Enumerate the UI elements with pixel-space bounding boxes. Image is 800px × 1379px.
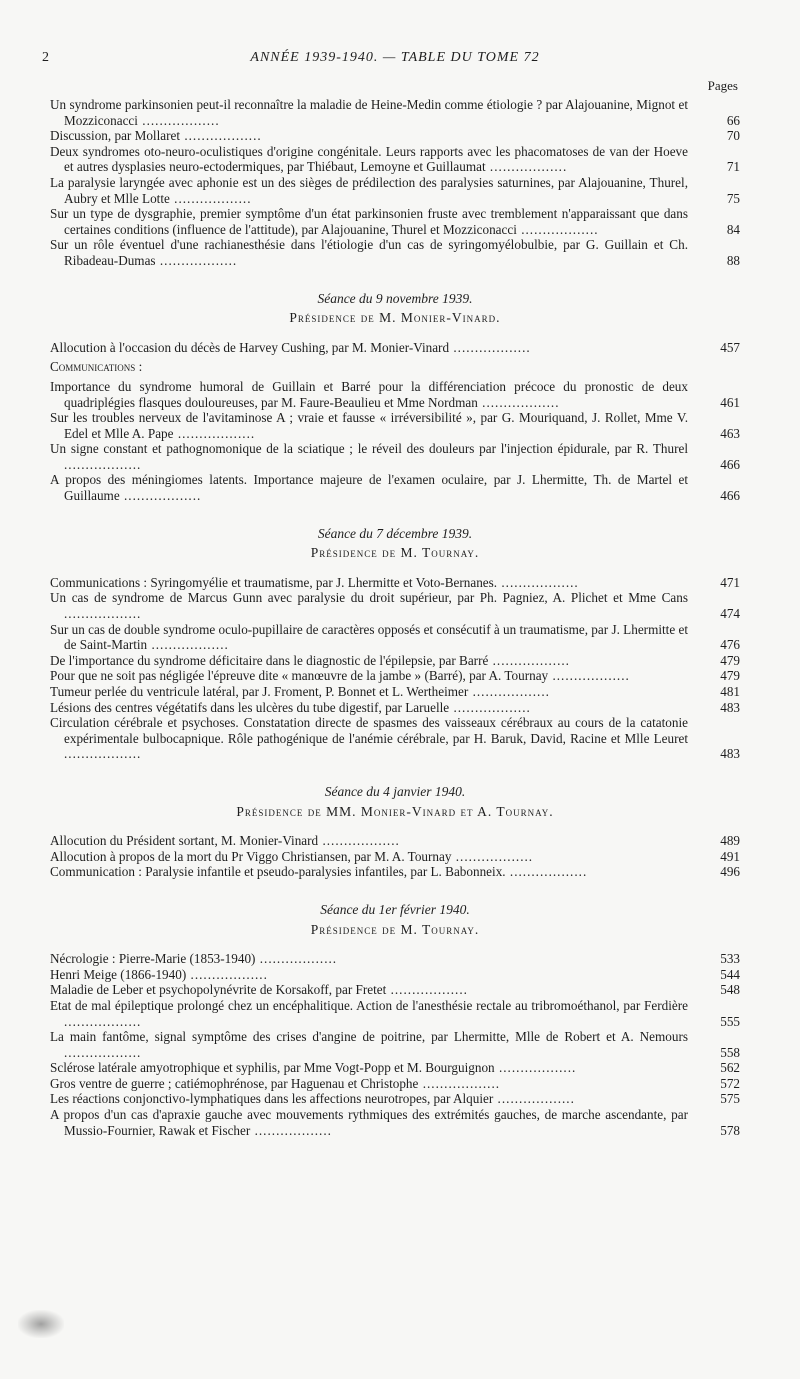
dot-leader: .................. (485, 159, 568, 175)
dot-leader: .................. (493, 1091, 575, 1107)
toc-entry (50, 1107, 740, 1138)
seance-heading: Séance du 4 janvier 1940. (324, 783, 466, 799)
toc-entry (50, 864, 740, 880)
toc-entry-page: 491 (720, 848, 740, 864)
dot-leader: .................. (418, 1075, 501, 1091)
section-continued (50, 97, 740, 269)
toc-entry-page: 575 (720, 1091, 740, 1107)
toc-entry-page: 479 (720, 652, 740, 668)
toc-entry-page: 489 (720, 833, 740, 849)
toc-entry-text: Discussion, par Mollaret (50, 128, 181, 144)
dot-leader: .................. (255, 951, 338, 967)
communications-label: Communications : (50, 359, 143, 375)
dot-leader: .................. (318, 833, 400, 849)
toc-entry (50, 379, 740, 410)
dot-leader: .................. (386, 982, 468, 998)
toc-entry-page: 481 (720, 684, 740, 699)
toc-entry (50, 1091, 740, 1107)
running-head (42, 50, 740, 68)
dot-leader: .................. (155, 252, 238, 268)
toc-entry (50, 472, 740, 503)
toc-entry-text: Sur un rôle éventuel d'une rachianesthésie dans l'étiologie d'un cas de syringomyélobulbie, par G. Guillain et Ch. Ribadeau-Dumas (50, 237, 688, 268)
dot-leader: .................. (64, 746, 142, 762)
toc-entry (50, 951, 740, 967)
toc-entry-page: 562 (720, 1060, 740, 1076)
toc-entry-page: 466 (720, 456, 740, 472)
toc-entry (50, 97, 740, 128)
toc-entry-page: 474 (720, 606, 740, 622)
toc-entry-text: Etat de mal épileptique prolongé chez un encéphalitique. Action de l'anesthésie rectale au tribromoéthanol, par Ferdière (50, 997, 688, 1013)
toc-entry-page: 66 (726, 112, 740, 128)
dot-leader: .................. (64, 456, 142, 472)
toc-entry-page: 496 (720, 864, 740, 880)
toc-entry (50, 575, 740, 591)
dot-leader: .................. (147, 637, 229, 653)
toc-entry-text: Un cas de syndrome de Marcus Gunn avec paralysie du droit supérieur, par Ph. Pagniez, A. Plichet et Mme Cans (50, 590, 688, 606)
toc-entry (50, 340, 740, 356)
toc-entry-text: Allocution du Président sortant, M. Monier-Vinard (50, 833, 319, 849)
toc-entry (50, 684, 740, 700)
dot-leader: .................. (477, 394, 560, 410)
toc-entry (50, 668, 740, 684)
toc-entry-page: 75 (726, 190, 740, 206)
section-entries (50, 340, 740, 356)
toc-entry (50, 175, 740, 206)
toc-entry (50, 622, 740, 653)
toc-entry-text: A propos des méningiomes latents. Importance majeure de l'examen oculaire, par J. Lhermitte, Th. de Martel et Guillaume (50, 472, 688, 504)
toc-entry-text: A propos d'un cas d'apraxie gauche avec mouvements rythmiques des extrémités gauches, de marche ascendante, par Mussio-Fournier, Rawak et Fischer (50, 1107, 688, 1138)
toc-entry-text: Gros ventre de guerre ; catiémophrénose, par Haguenau et Christophe (50, 1075, 419, 1091)
toc-entry (50, 998, 740, 1029)
dot-leader: .................. (169, 190, 252, 206)
presidence-heading: Présidence de MM. Monier-Vinard et A. Tournay. (236, 803, 554, 819)
dot-leader: .................. (449, 339, 531, 355)
toc-entry-page: 578 (720, 1122, 740, 1138)
dot-leader: .................. (119, 488, 202, 504)
toc-entry (50, 833, 740, 849)
toc-entry-text: Importance du syndrome humoral de Guillain et Barré pour la différenciation précoce du pronostic de deux quadriplégies flasques douloureuses, par M. Faure-Beaulieu et Mme Nordman (50, 378, 688, 410)
dot-leader: .................. (548, 668, 630, 684)
dot-leader: .................. (173, 425, 256, 441)
toc-entry-page: 70 (726, 128, 740, 144)
toc-entry (50, 441, 740, 472)
dot-leader: .................. (186, 966, 268, 982)
toc-entry (50, 1060, 740, 1076)
toc-entry-text: La main fantôme, signal symptôme des crises d'angine de poitrine, par Lhermitte, Mlle de Robert et A. Nemours (50, 1029, 688, 1045)
toc-entry-page: 471 (720, 574, 740, 590)
toc-entry-text: Sur les troubles nerveux de l'avitaminose A ; vraie et fausse « irréversibilité », par G. Mouriquand, J. Rollet, Mme V. Edel et Mlle A. Pape (50, 410, 688, 441)
toc-entry-text: Allocution à propos de la mort du Pr Viggo Christiansen, par M. A. Tournay (50, 848, 452, 864)
section-entries (50, 951, 740, 1138)
presidence-heading: Présidence de M. Tournay. (310, 921, 480, 937)
toc-entry-text: Communications : Syringomyélie et traumatisme, par J. Lhermitte et Voto-Bernanes. (50, 574, 498, 590)
toc-entry-text: Nécrologie : Pierre-Marie (1853-1940) (50, 951, 256, 967)
dot-leader: .................. (468, 684, 550, 699)
toc-entry (50, 1076, 740, 1092)
presidence-heading: Présidence de M. Tournay. (310, 545, 480, 561)
toc-entry-text: La paralysie laryngée avec aphonie est un des sièges de prédilection des paralysies saturnines, par Alajouanine, Thurel, Aubry et Mlle Lotte (50, 174, 688, 206)
toc-entry (50, 849, 740, 865)
toc-entry-text: Sur un cas de double syndrome oculo-pupillaire de caractères opposés et consécutif à un traumatisme, par J. Lhermitte et de Saint-Martin (50, 621, 688, 653)
presidence-heading: Présidence de M. Monier-Vinard. (289, 310, 501, 326)
toc-entry-page: 479 (720, 668, 740, 684)
toc-entry (50, 982, 740, 998)
dot-leader: .................. (64, 1044, 142, 1060)
toc-entry-page: 461 (720, 394, 740, 410)
toc-entry-page: 84 (726, 221, 740, 237)
seance-heading: Séance du 1er février 1940. (320, 901, 470, 917)
toc-entry (50, 206, 740, 237)
toc-entry-text: Communication : Paralysie infantile et pseudo-paralysies infantiles, par L. Babonneix. (50, 864, 506, 880)
toc-entry (50, 715, 740, 762)
toc-entry (50, 700, 740, 716)
toc-entry-text: Tumeur perlée du ventricule latéral, par J. Froment, P. Bonnet et L. Wertheimer (50, 684, 469, 699)
dot-leader: .................. (64, 606, 142, 622)
toc-entry-text: De l'importance du syndrome déficitaire dans le diagnostic de l'épilepsie, par Barré (50, 652, 489, 668)
toc-entry-page: 544 (720, 966, 740, 982)
toc-entry (50, 128, 740, 144)
dot-leader: .................. (449, 699, 531, 715)
toc-entry-page: 71 (726, 159, 740, 175)
pages-column-label: Pages (707, 78, 738, 93)
dot-leader: .................. (516, 221, 599, 237)
toc-entry (50, 590, 740, 621)
toc-entry-text: Henri Meige (1866-1940) (50, 966, 187, 982)
page-title: ANNÉE 1939-1940. — TABLE DU TOME 72 (250, 50, 540, 65)
toc-entry-text: Un signe constant et pathognomonique de la sciatique ; le réveil des douleurs par l'injection épidurale, par R. Thurel (50, 441, 688, 457)
toc-entry-page: 483 (720, 746, 740, 762)
toc-entry-text: Sclérose latérale amyotrophique et syphilis, par Mme Vogt-Popp et M. Bourguignon (50, 1060, 495, 1076)
toc-entry-page: 476 (720, 637, 740, 653)
section-entries (50, 575, 740, 762)
dot-leader: .................. (180, 128, 262, 144)
dot-leader: .................. (497, 574, 579, 590)
dot-leader: .................. (64, 1013, 142, 1029)
dot-leader: .................. (137, 112, 220, 128)
seance-heading: Séance du 7 décembre 1939. (317, 525, 473, 541)
toc-entry-text: Circulation cérébrale et psychoses. Constatation directe de spasmes des vaisseaux cérébraux au cours de la catatonie expérimentale bulbocapnique. Rôle pathogénique de l'anémie cérébrale, par H. Baruk, David, Racine et Mlle Leuret (50, 715, 688, 746)
toc-entry-text: Maladie de Leber et psychopolynévrite de Korsakoff, par Fretet (50, 982, 387, 998)
toc-entry (50, 967, 740, 983)
toc-entry-text: Un syndrome parkinsonien peut-il reconnaître la maladie de Heine-Medin comme étiologie ? par Alajouanine, Mignot et Mozziconacci (50, 97, 688, 128)
toc-entry-page: 466 (720, 488, 740, 504)
dot-leader: .................. (488, 652, 570, 668)
toc-entry-page: 533 (720, 951, 740, 967)
toc-entry-page: 463 (720, 425, 740, 441)
seance-heading: Séance du 9 novembre 1939. (317, 290, 473, 306)
toc-entry-page: 558 (720, 1044, 740, 1060)
ink-smudge (18, 1310, 64, 1338)
toc-entry-text: Lésions des centres végétatifs dans les ulcères du tube digestif, par Laruelle (50, 699, 450, 715)
dot-leader: .................. (250, 1122, 332, 1138)
section-entries (50, 379, 740, 504)
toc-entry (50, 410, 740, 441)
toc-entry-text: Les réactions conjonctivo-lymphatiques dans les affections neurotropes, par Alquier (50, 1091, 494, 1107)
page-number: 2 (42, 50, 49, 65)
toc-entry (50, 653, 740, 669)
dot-leader: .................. (494, 1060, 577, 1076)
toc-entry-page: 572 (720, 1075, 740, 1091)
toc-entry-page: 88 (726, 252, 740, 268)
toc-entry-text: Deux syndromes oto-neuro-oculistiques d'origine congénitale. Leurs rapports avec les phacomatoses de van der Hoeve et autres dysplasies neuro-ectodermiques, par Thiébaut, Lemoyne et Guillaumat (50, 143, 688, 175)
toc-entry-page: 457 (720, 339, 740, 355)
toc-entry-text: Allocution à l'occasion du décès de Harvey Cushing, par M. Monier-Vinard (50, 339, 450, 355)
toc-content (50, 97, 740, 1138)
toc-entry (50, 1029, 740, 1060)
toc-entry (50, 237, 740, 268)
toc-entry (50, 144, 740, 175)
toc-entry-text: Pour que ne soit pas négligée l'épreuve dite « manœuvre de la jambe » (Barré), par A. Tournay (50, 668, 549, 684)
dot-leader: .................. (505, 864, 588, 880)
toc-entry-page: 548 (720, 982, 740, 998)
toc-entry-page: 555 (720, 1013, 740, 1029)
toc-entry-text: Sur un type de dysgraphie, premier symptôme d'un état parkinsonien fruste avec tremblement n'apparaissant que dans certaines conditions (influence de l'attitude), par Alajouanine, Thurel et Mozziconacci (50, 206, 688, 237)
section-entries (50, 833, 740, 880)
toc-entry-page: 483 (720, 699, 740, 715)
dot-leader: .................. (451, 848, 534, 864)
